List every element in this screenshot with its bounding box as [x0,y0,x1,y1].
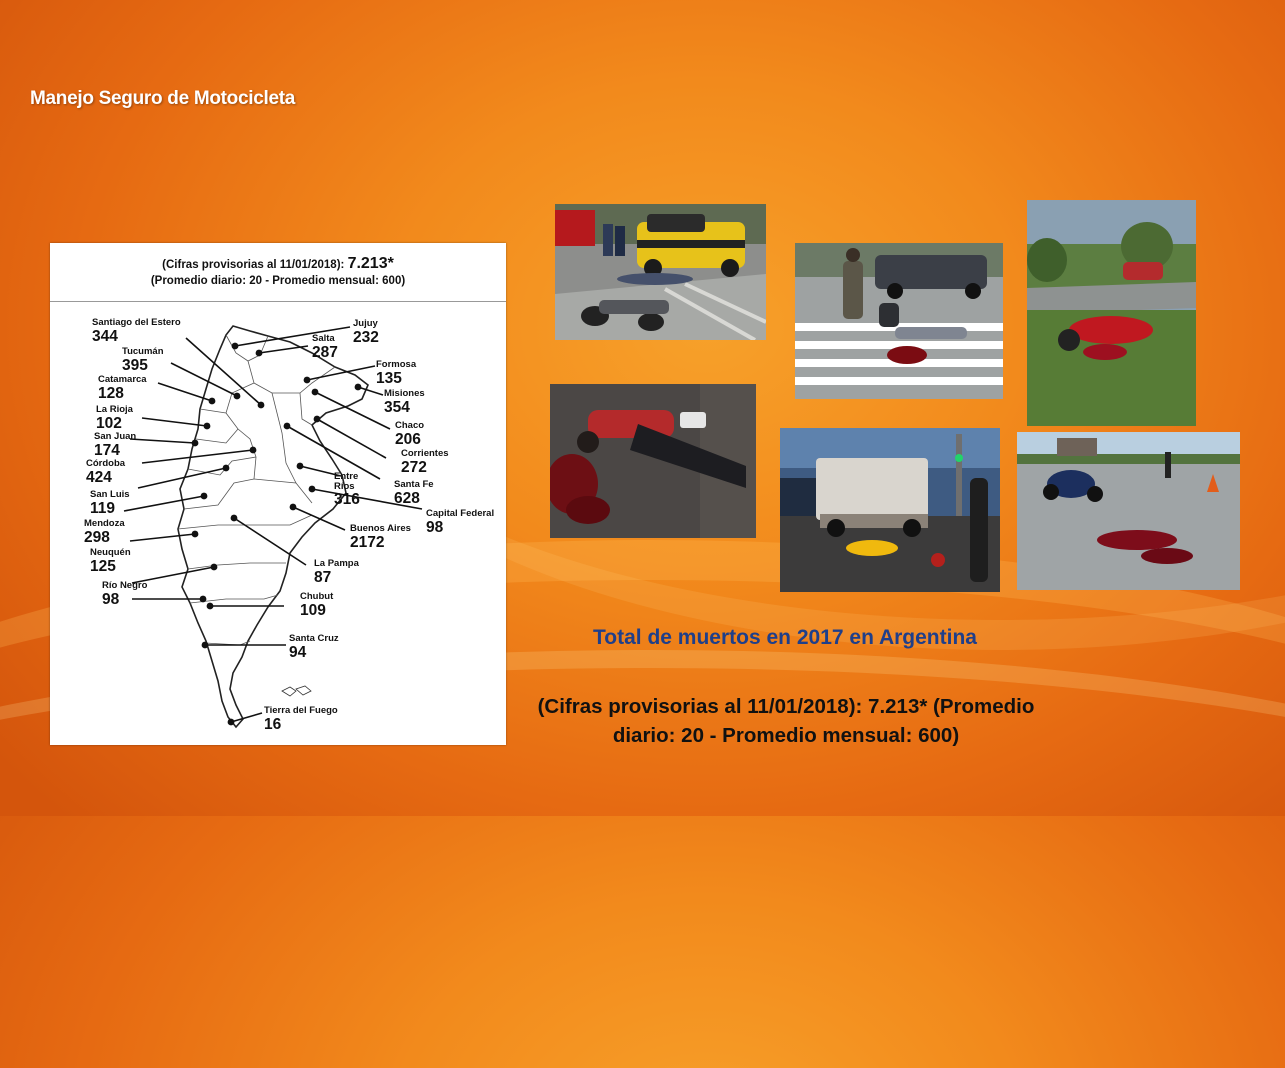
province-label-la-rioja: La Rioja 102 [96,404,133,432]
province-label-rio-negro: Río Negro 98 [102,580,148,608]
province-label-chubut: Chubut 109 [300,591,334,619]
argentina-map-infographic [50,243,506,745]
province-label-catamarca: Catamarca 128 [98,374,147,402]
province-label-capital-federal: Capital Federal 98 [426,508,495,536]
province-label-la-pampa: La Pampa 87 [314,558,359,586]
province-label-santiago-del-estero: Santiago del Estero 344 [92,317,181,345]
province-label-corrientes: Corrientes 272 [401,448,449,476]
map-header-averages: (Promedio diario: 20 - Promedio mensual: 600) [150,275,406,287]
province-label-tierra-del-fuego: Tierra del Fuego 16 [264,705,338,733]
province-label-cordoba: Córdoba 424 [86,458,126,486]
map-header-prefix: (Cifras provisorias al 11/01/2018): [162,259,345,271]
province-label-san-juan: San Juan 174 [94,431,137,459]
slide-title: Manejo Seguro de Motocicleta [30,88,296,109]
caption-title: Total de muertos en 2017 en Argentina [593,626,977,649]
photo-police-pickup [795,243,1003,399]
map-header-total: 7.213* [347,255,394,272]
province-label-entre-rios: Entre Ríos 316 [334,471,360,508]
province-label-tucuman: Tucumán 395 [122,346,164,374]
province-label-santa-fe: Santa Fe 628 [394,479,434,507]
province-label-formosa: Formosa 135 [376,359,417,387]
photo-night-truck-crash [780,428,1000,592]
province-label-neuquen: Neuquén 125 [90,547,131,575]
province-label-mendoza: Mendoza 298 [84,518,125,546]
province-label-buenos-aires: Buenos Aires 2172 [350,523,411,551]
province-label-san-luis: San Luis 119 [90,489,130,517]
photo-victim-on-road [550,384,756,538]
caption-body: (Cifras provisorias al 11/01/2018): 7.213* (Promedio diario: 20 - Promedio mensual: 600) [537,695,1035,747]
photo-taxi-crash [555,204,766,340]
province-label-misiones: Misiones 354 [384,388,425,416]
malvinas-islands [282,686,311,696]
photo-motorcycle-blood-road [1017,432,1240,590]
province-label-salta: Salta 287 [312,333,338,361]
province-label-chaco: Chaco 206 [395,420,425,448]
photo-roadside-motorcycle [1027,200,1196,426]
province-label-santa-cruz: Santa Cruz 94 [289,633,339,661]
province-label-jujuy: Jujuy 232 [353,318,379,346]
